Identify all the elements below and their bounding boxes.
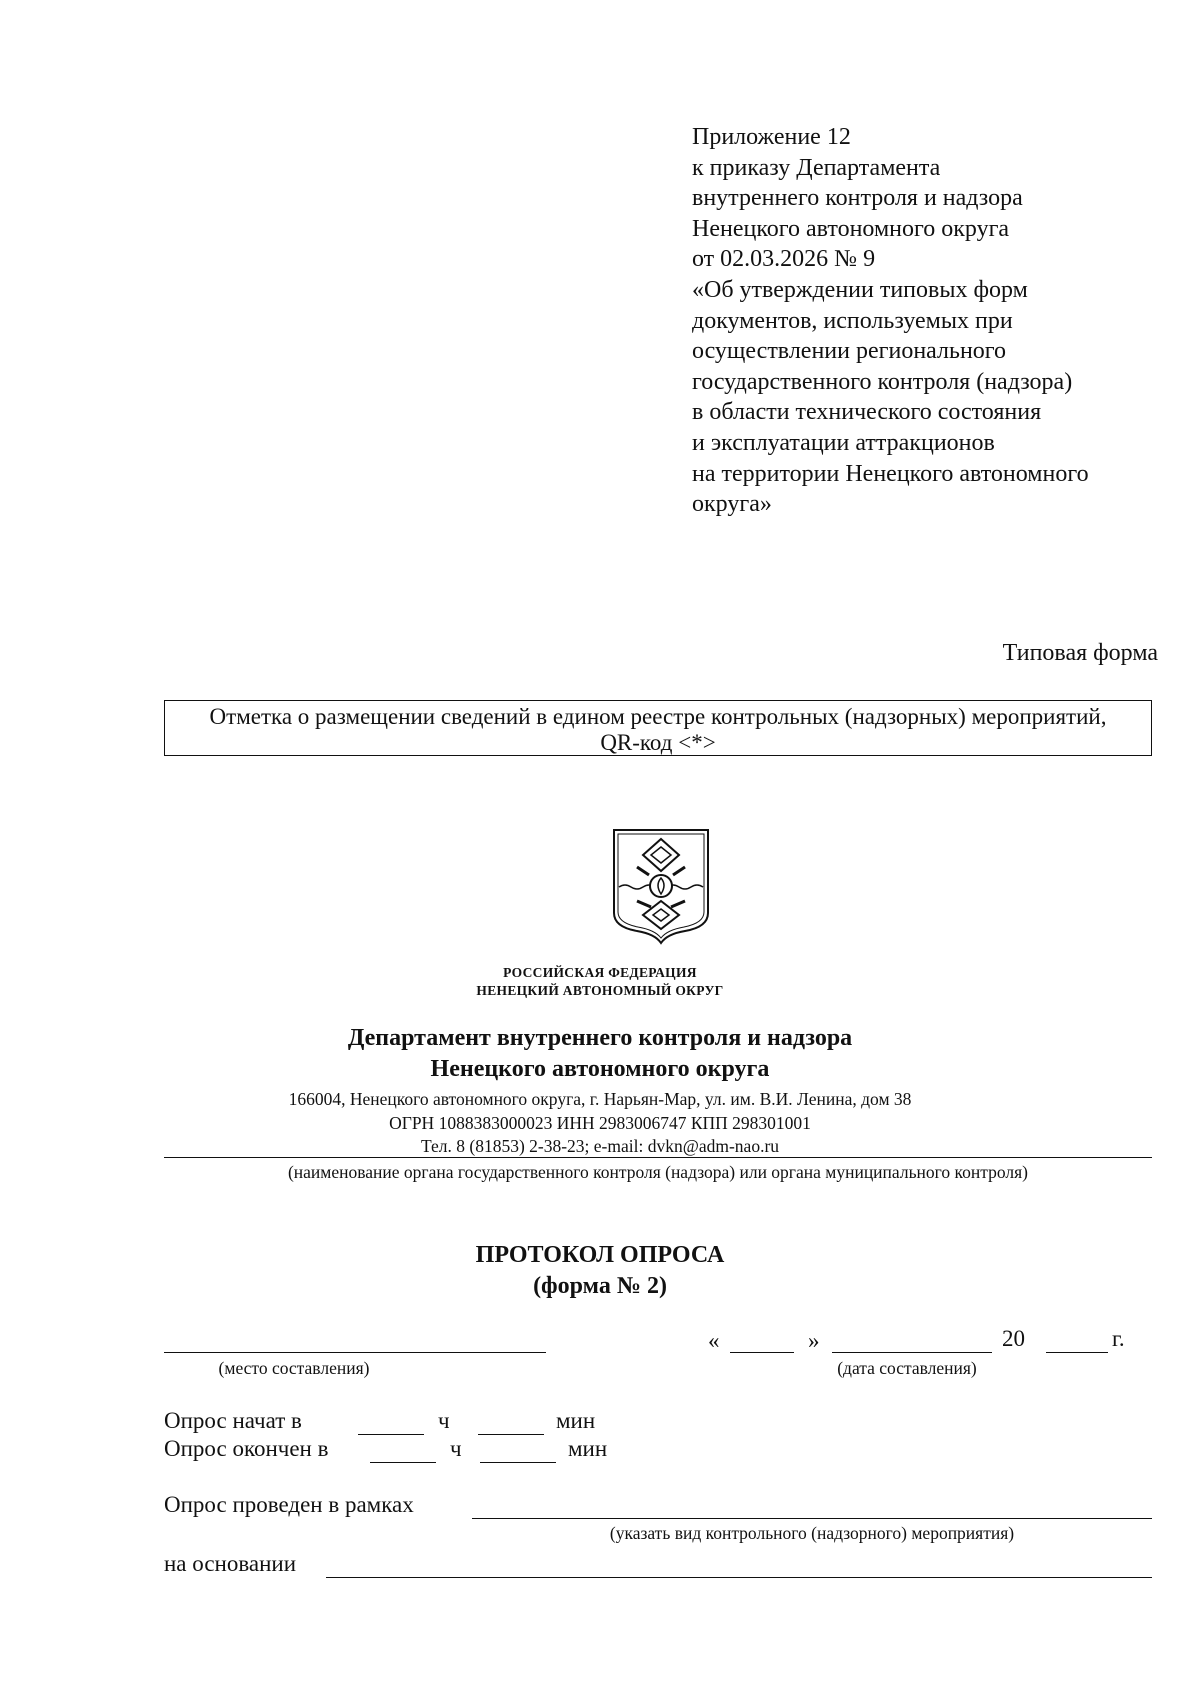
document-title: ПРОТОКОЛ ОПРОСА <box>475 1242 725 1268</box>
within-label: Опрос проведен в рамках <box>164 1492 414 1517</box>
appendix-line: в области технического состояния <box>692 399 1042 426</box>
appendix-line: к приказу Департамента <box>692 154 941 181</box>
start-minute-field-line[interactable] <box>478 1434 544 1435</box>
date-year-prefix: 20 <box>1002 1326 1025 1351</box>
appendix-line: и эксплуатации аттракционов <box>692 429 995 456</box>
place-caption: (место составления) <box>218 1358 370 1378</box>
date-caption: (дата составления) <box>837 1358 977 1378</box>
basis-field-line[interactable] <box>326 1577 1152 1578</box>
appendix-line: на территории Ненецкого автономного <box>692 460 1089 487</box>
org-name-line2: Ненецкого автономного округа <box>430 1056 770 1082</box>
appendix-line: внутреннего контроля и надзора <box>692 185 1023 212</box>
date-year-suffix: г. <box>1112 1326 1125 1351</box>
appendix-line: от 02.03.2026 № 9 <box>692 246 876 273</box>
appendix-line: Ненецкого автономного округа <box>692 215 1010 242</box>
start-hour-field-line[interactable] <box>358 1434 424 1435</box>
registry-mark-line2: QR-код <*> <box>600 730 716 755</box>
end-hour-unit: ч <box>450 1436 462 1461</box>
date-day-field-line[interactable] <box>730 1352 794 1353</box>
appendix-block <box>692 122 1172 520</box>
org-address: 166004, Ненецкого автономного округа, г. Нарьян-Мар, ул. им. В.И. Ленина, дом 38 <box>288 1089 912 1109</box>
org-name-line1: Департамент внутреннего контроля и надзора <box>347 1025 853 1051</box>
appendix-line: государственного контроля (надзора) <box>692 368 1073 395</box>
date-quote-close: » <box>808 1328 820 1353</box>
form-type-label: Типовая форма <box>1002 640 1158 666</box>
end-minute-unit: мин <box>568 1436 608 1461</box>
org-name-caption: (наименование органа государственного контроля (надзора) или органа муниципального контроля) <box>287 1162 1029 1182</box>
place-field-line[interactable] <box>164 1352 546 1353</box>
date-quote-open: « <box>708 1328 720 1353</box>
org-contacts: Тел. 8 (81853) 2-38-23; e-mail: dvkn@adm-nao.ru <box>420 1136 780 1156</box>
end-minute-field-line[interactable] <box>480 1462 556 1463</box>
appendix-line: осуществлении регионального <box>692 338 1007 365</box>
end-time-label: Опрос окончен в <box>164 1436 329 1461</box>
region-name: НЕНЕЦКИЙ АВТОНОМНЫЙ ОКРУГ <box>476 983 724 998</box>
start-time-label: Опрос начат в <box>164 1408 302 1433</box>
basis-label: на основании <box>164 1551 297 1576</box>
date-year-field-line[interactable] <box>1046 1352 1108 1353</box>
within-caption: (указать вид контрольного (надзорного) мероприятия) <box>609 1523 1015 1543</box>
appendix-line: «Об утверждении типовых форм <box>692 276 1028 303</box>
registry-mark-box <box>164 700 1152 756</box>
within-field-line[interactable] <box>472 1518 1152 1519</box>
date-month-field-line[interactable] <box>832 1352 992 1353</box>
country-name: РОССИЙСКАЯ ФЕДЕРАЦИЯ <box>503 965 697 980</box>
start-minute-unit: мин <box>556 1408 596 1433</box>
registry-mark-line1: Отметка о размещении сведений в едином реестре контрольных (надзорных) мероприятий, <box>209 704 1107 729</box>
end-hour-field-line[interactable] <box>370 1462 436 1463</box>
appendix-line: округа» <box>692 491 772 518</box>
appendix-line: Приложение 12 <box>692 124 851 150</box>
document-subtitle: (форма № 2) <box>533 1273 667 1299</box>
appendix-line: документов, используемых при <box>692 307 1013 334</box>
org-name-underline <box>164 1157 1152 1158</box>
coat-of-arms-icon <box>611 827 711 945</box>
start-hour-unit: ч <box>438 1408 450 1433</box>
org-identifiers: ОГРН 1088383000023 ИНН 2983006747 КПП 298301001 <box>389 1113 811 1133</box>
